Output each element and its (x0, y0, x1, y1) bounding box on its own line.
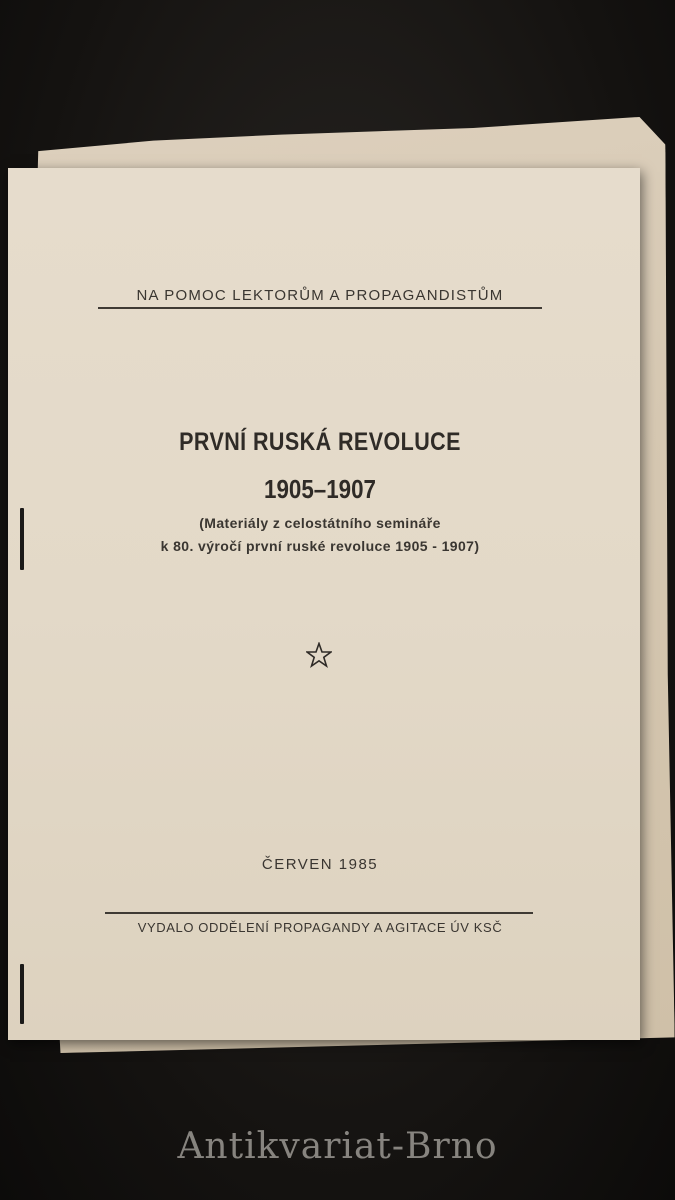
publisher-line: VYDALO ODDĚLENÍ PROPAGANDY A AGITACE ÚV KSČ (137, 920, 503, 935)
watermark-text: Antikvariat-Brno (177, 1126, 498, 1167)
divider-top (98, 307, 542, 309)
booklet-years: 1905–1907 (264, 474, 376, 504)
divider-bottom (105, 912, 533, 914)
subtitle-line-1: (Materiály z celostátního semináře (199, 515, 441, 531)
subtitle-line-2: k 80. výročí první ruské revoluce 1905 - 1907) (160, 538, 480, 554)
publication-date: ČERVEN 1985 (261, 856, 379, 873)
booklet-title: PRVNÍ RUSKÁ REVOLUCE (179, 428, 461, 456)
staple-bottom (20, 964, 24, 1024)
star-outline-icon (306, 642, 332, 668)
staple-top (20, 508, 24, 570)
series-title: NA POMOC LEKTORŮM A PROPAGANDISTŮM (136, 287, 504, 304)
